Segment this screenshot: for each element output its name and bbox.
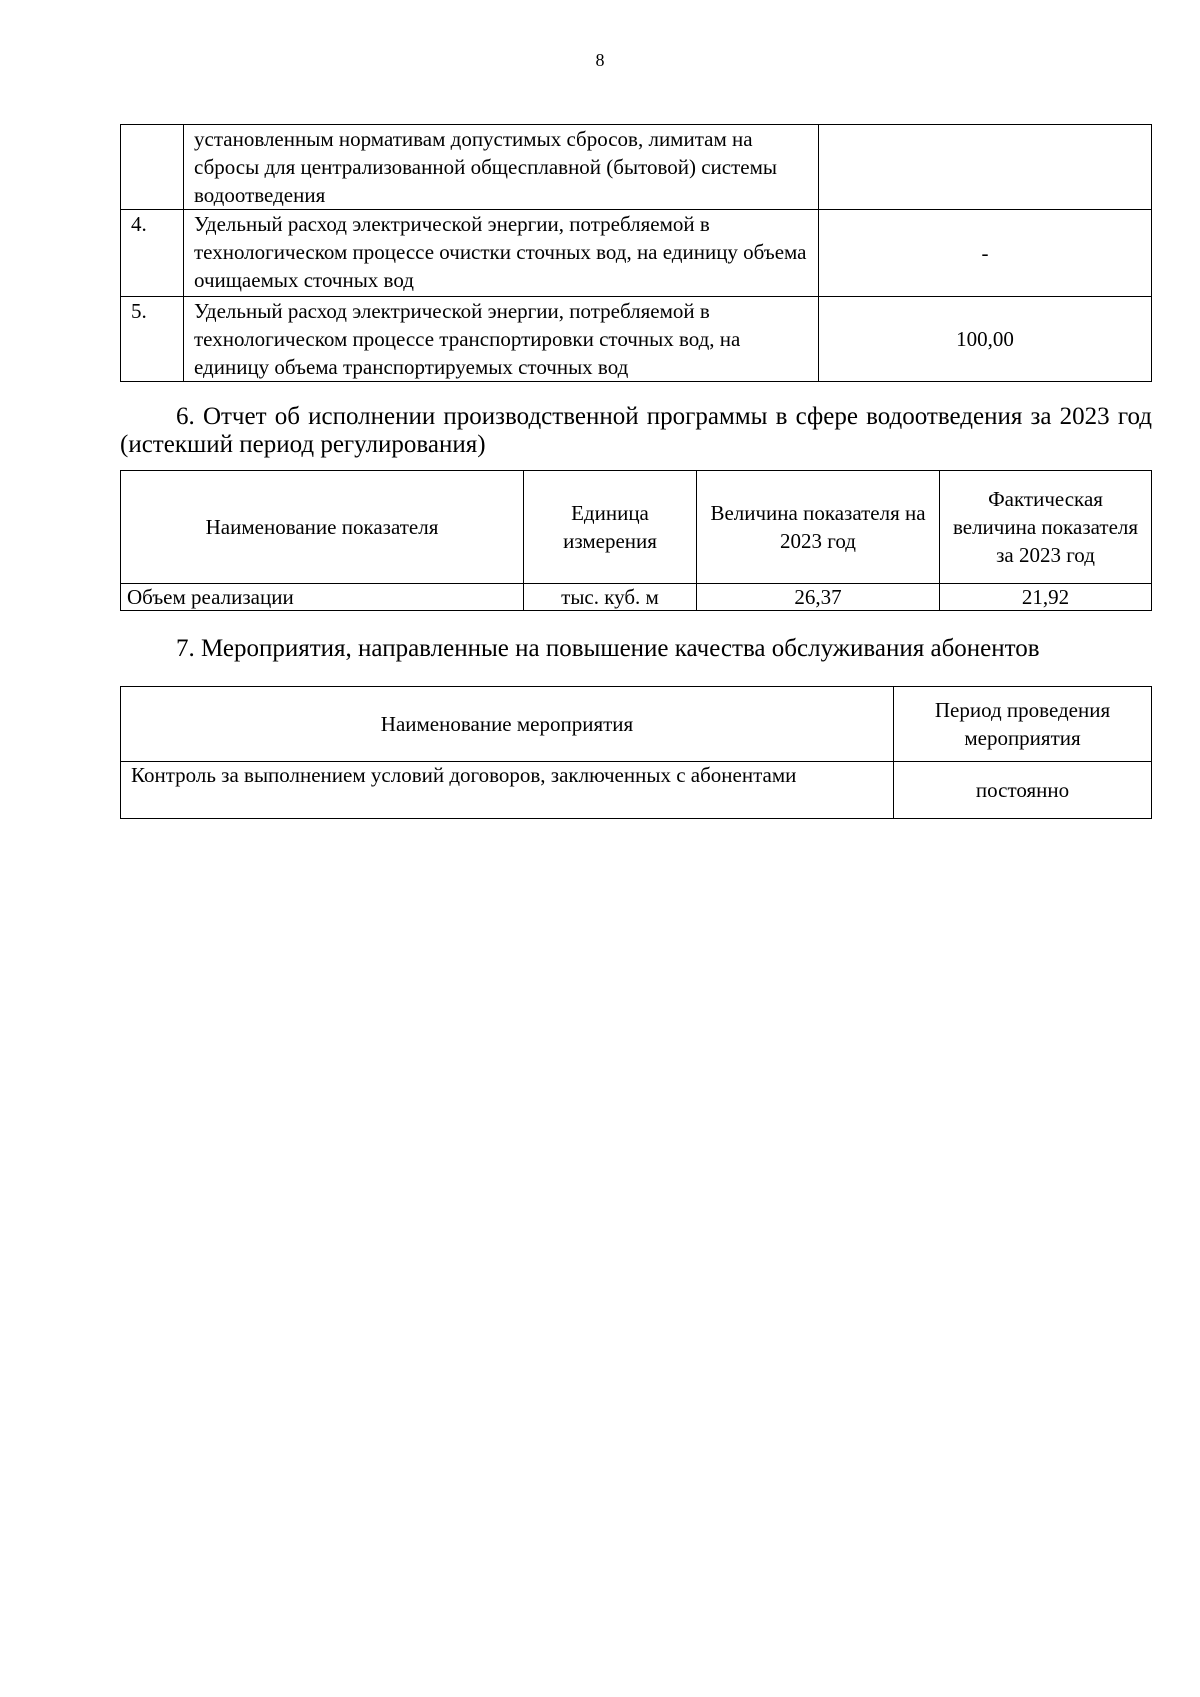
planned-value: 26,37 bbox=[697, 584, 940, 611]
measure-period: постоянно bbox=[894, 762, 1152, 819]
table-header-row bbox=[121, 471, 1152, 584]
row-number: 5. bbox=[121, 297, 184, 382]
indicator-value bbox=[819, 125, 1152, 210]
table-row bbox=[121, 297, 1152, 382]
indicator-name: Удельный расход электрической энергии, потребляемой в технологическом процессе транспортировки сточных вод, на единицу объема транспортируемых сточных вод bbox=[184, 297, 819, 382]
table-header-row bbox=[121, 687, 1152, 762]
indicators-table-continued bbox=[120, 124, 1152, 382]
indicator-name: Объем реализации bbox=[121, 584, 524, 611]
service-measures-table bbox=[120, 686, 1152, 819]
page-number: 8 bbox=[595, 50, 605, 70]
column-header-indicator: Наименование показателя bbox=[121, 471, 524, 584]
column-header-unit: Единица измерения bbox=[524, 471, 697, 584]
indicator-name: установленным нормативам допустимых сбросов, лимитам на сбросы для централизованной общесплавной (бытовой) системы водоотведения bbox=[184, 125, 819, 210]
row-number bbox=[121, 125, 184, 210]
table-row bbox=[121, 125, 1152, 210]
actual-value: 21,92 bbox=[940, 584, 1152, 611]
column-header-measure: Наименование мероприятия bbox=[121, 687, 894, 762]
measure-name: Контроль за выполнением условий договоров, заключенных с абонентами bbox=[121, 762, 894, 819]
table-row bbox=[121, 762, 1152, 819]
unit-value: тыс. куб. м bbox=[524, 584, 697, 611]
section-7-heading: 7. Мероприятия, направленные на повышение качества обслуживания абонентов bbox=[176, 635, 1040, 662]
indicator-value: - bbox=[819, 210, 1152, 297]
table-row bbox=[121, 210, 1152, 297]
indicator-value: 100,00 bbox=[819, 297, 1152, 382]
indicator-name: Удельный расход электрической энергии, потребляемой в технологическом процессе очистки сточных вод, на единицу объема очищаемых сточных вод bbox=[184, 210, 819, 297]
program-report-table bbox=[120, 470, 1152, 611]
table-row bbox=[121, 584, 1152, 611]
column-header-actual: Фактическая величина показателя за 2023 год bbox=[940, 471, 1152, 584]
column-header-period: Период проведения мероприятия bbox=[894, 687, 1152, 762]
section-6-heading: 6. Отчет об исполнении производственной программы в сфере водоотведения за 2023 год (истекший период регулирования) bbox=[120, 403, 1152, 458]
row-number: 4. bbox=[121, 210, 184, 297]
column-header-planned: Величина показателя на 2023 год bbox=[697, 471, 940, 584]
